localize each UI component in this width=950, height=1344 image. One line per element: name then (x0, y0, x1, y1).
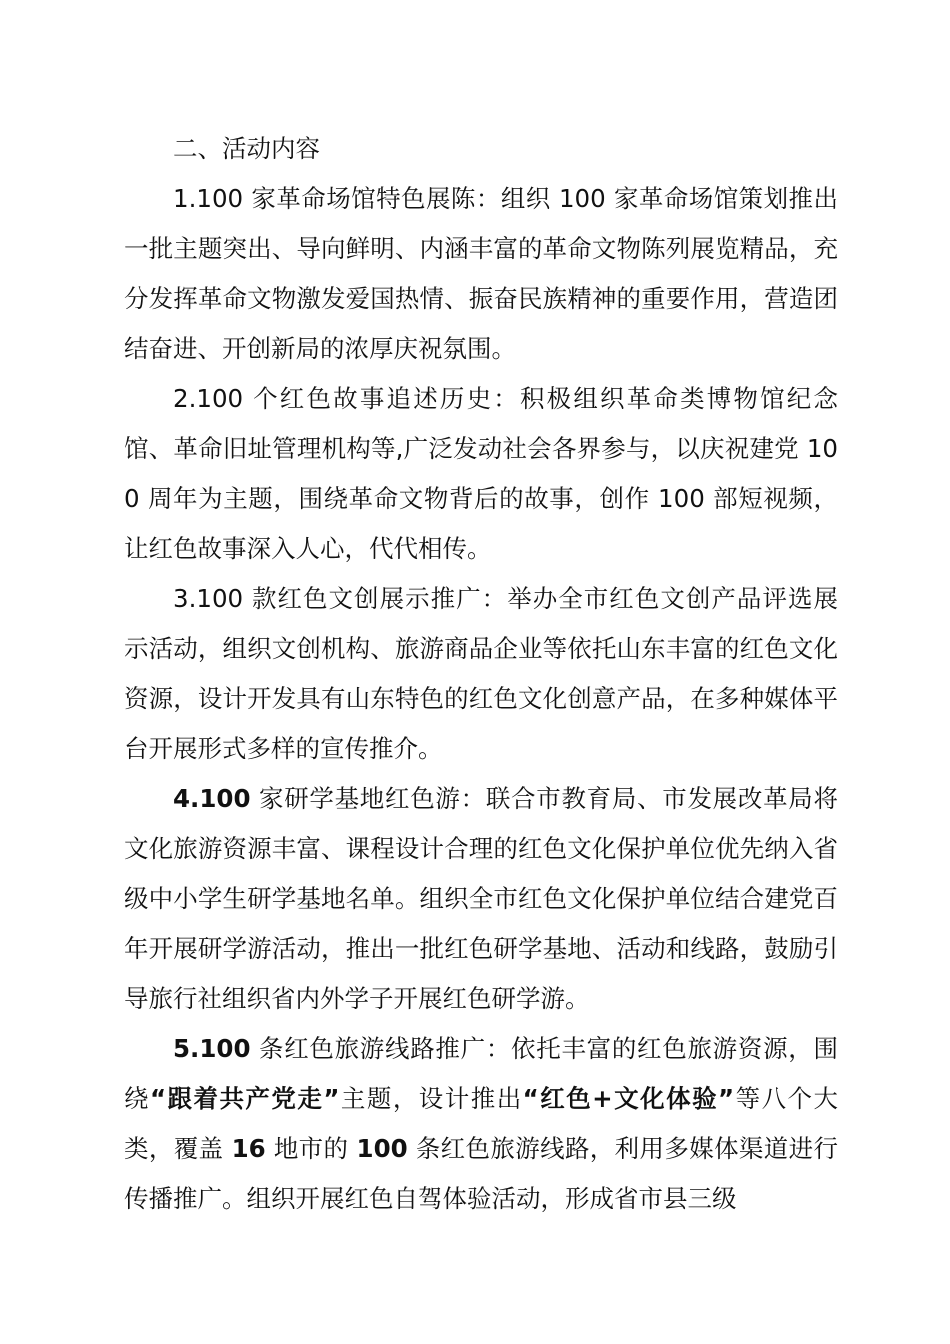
paragraph-1 (124, 174, 838, 374)
paragraph-4 (124, 774, 838, 1024)
paragraph-1-text: 家革命场馆特色展陈：组织 100 家革命场馆策划推出一批主题突出、导向鲜明、内涵丰富的革命文物陈列展览精品，充分发挥革命文物激发爱国热情、振奋民族精神的重要作用，营造团结奋进、开创新局的浓厚庆祝氛围。 (124, 184, 838, 363)
paragraph-4-number: 4.100 (173, 784, 251, 813)
paragraph-5-text-c: 等八个大类，覆盖 (124, 1084, 839, 1163)
paragraph-3-number: 3.100 (173, 584, 244, 613)
document-body (124, 124, 838, 1224)
section-heading-text: 二、活动内容 (173, 134, 320, 163)
paragraph-5-text-b: 主题，设计推出 (339, 1084, 523, 1113)
paragraph-5-number: 5.100 (173, 1034, 251, 1063)
paragraph-5-number-100: 100 (356, 1134, 408, 1163)
paragraph-1-number: 1.100 (173, 184, 244, 213)
paragraph-5-text-e: 条红色旅游线路，利用多媒体渠道进行传播推广。组织开展红色自驾体验活动，形成省市县三级 (124, 1134, 838, 1213)
paragraph-5-number-16: 16 (231, 1134, 266, 1163)
paragraph-2-number: 2.100 (173, 384, 244, 413)
paragraph-2-text: 个红色故事追述历史：积极组织革命类博物馆纪念馆、革命旧址管理机构等,广泛发动社会各界参与，以庆祝建党 100 周年为主题，围绕革命文物背后的故事，创作 100 部短视频，让红色故事深入人心，代代相传。 (124, 384, 838, 563)
paragraph-5-text-a: 条红色旅游线路推广：依托丰富的红色旅游资源，围绕 (124, 1034, 838, 1113)
paragraph-5-text-d: 地市的 (265, 1134, 357, 1163)
paragraph-4-text: 家研学基地红色游：联合市教育局、市发展改革局将文化旅游资源丰富、课程设计合理的红色文化保护单位优先纳入省级中小学生研学基地名单。组织全市红色文化保护单位结合建党百年开展研学游活动，推出一批红色研学基地、活动和线路，鼓励引导旅行社组织省内外学子开展红色研学游。 (124, 784, 838, 1013)
paragraph-5 (124, 1024, 838, 1224)
paragraph-5-quote-2: “红色+文化体验” (522, 1084, 735, 1113)
paragraph-3-text: 款红色文创展示推广：举办全市红色文创产品评选展示活动，组织文创机构、旅游商品企业等依托山东丰富的红色文化资源，设计开发具有山东特色的红色文化创意产品，在多种媒体平台开展形式多样的宣传推介。 (124, 584, 838, 763)
section-heading (124, 124, 838, 174)
paragraph-3 (124, 574, 838, 774)
paragraph-2 (124, 374, 838, 574)
paragraph-5-quote-1: “跟着共产党走” (149, 1084, 340, 1113)
